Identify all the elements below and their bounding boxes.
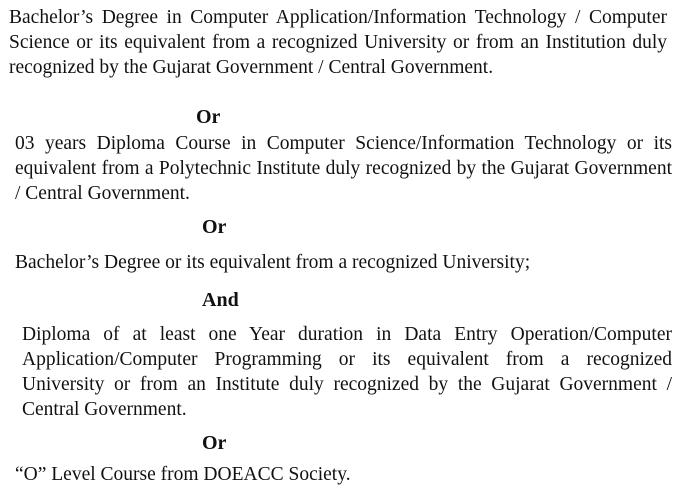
connector-or-2: Or: [202, 216, 227, 238]
connector-or-1: Or: [196, 106, 221, 128]
connector-or-3: Or: [202, 432, 227, 454]
qualification-paragraph-2: 03 years Diploma Course in Computer Science/Information Technology or its equivalent from a Polytechnic Institute duly recognized by the Gujarat Government / Central Government.: [15, 133, 672, 204]
qualification-paragraph-5: “O” Level Course from DOEACC Society.: [15, 464, 351, 485]
qualification-paragraph-4: Diploma of at least one Year duration in Data Entry Operation/Computer Application/Computer Programming or its equivalent from a recognized University or from an Institute duly recognized by the Gujarat Government / Central Government.: [22, 324, 672, 420]
qualification-paragraph-1: Bachelor’s Degree in Computer Application/Information Technology / Computer Science or its equivalent from a recognized University or from an Institution duly recognized by the Gujarat Government / Central Government.: [9, 7, 667, 78]
qualification-paragraph-3: Bachelor’s Degree or its equivalent from a recognized University;: [15, 252, 531, 273]
connector-and: And: [202, 289, 239, 311]
